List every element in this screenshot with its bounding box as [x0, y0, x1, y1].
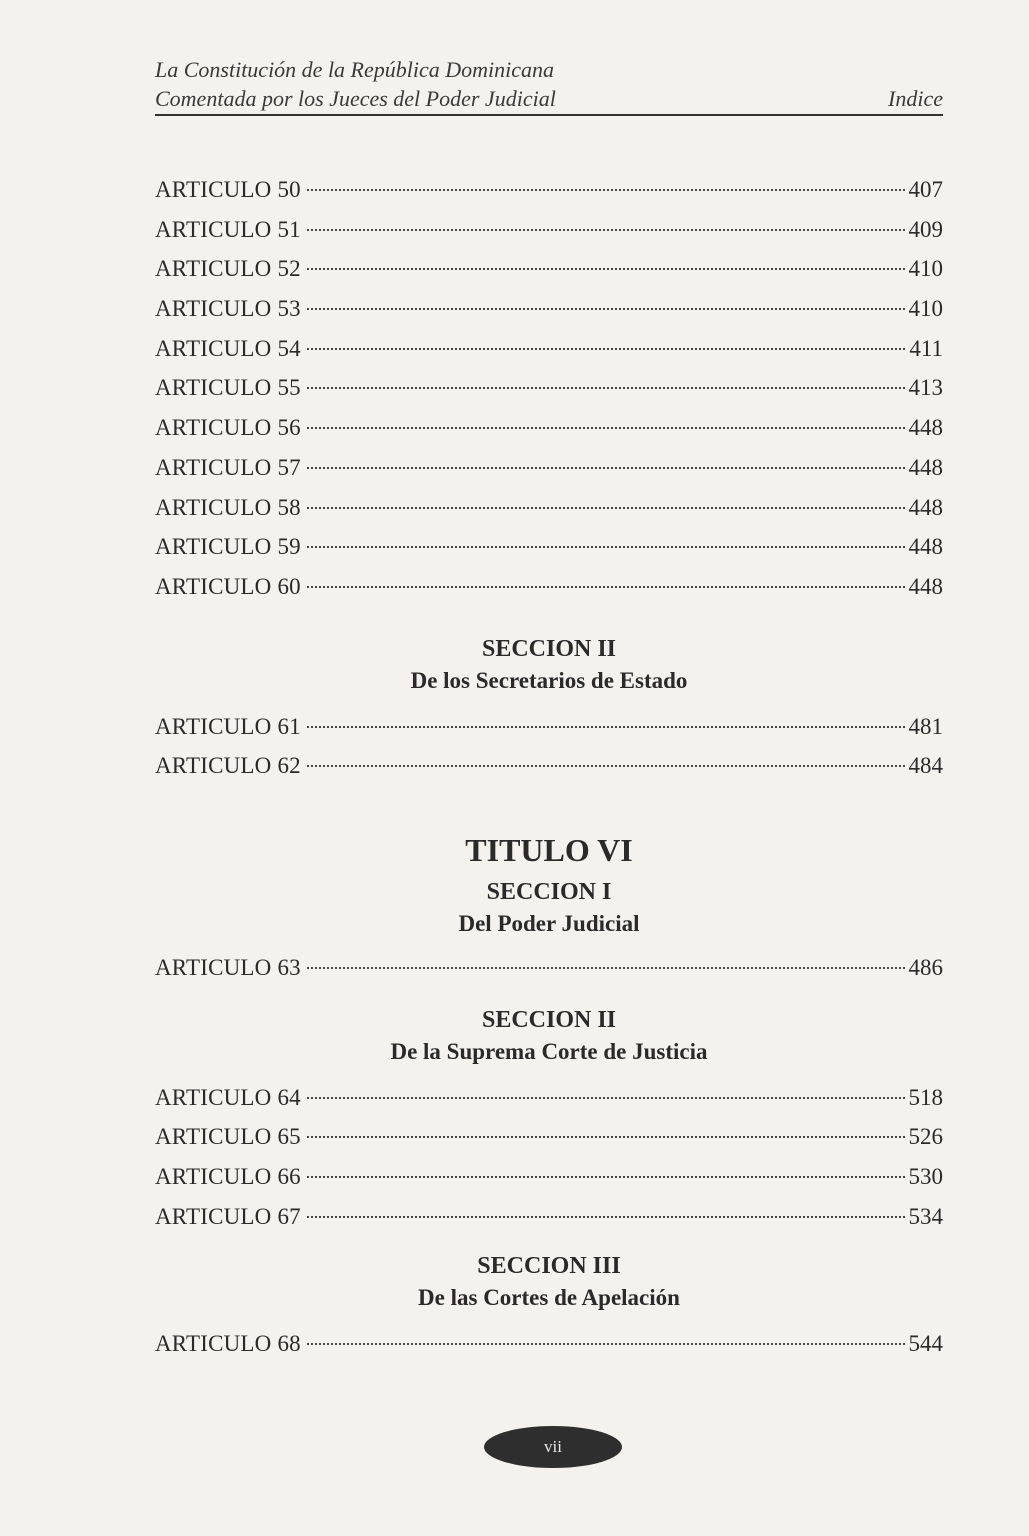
toc-entry: [155, 408, 943, 448]
toc-group-3: [155, 948, 943, 988]
toc-entry-page: 481: [908, 713, 943, 739]
toc-entry-label: ARTICULO 60: [155, 573, 301, 599]
dot-leader: [307, 507, 905, 509]
toc-entry-page: 526: [908, 1124, 943, 1150]
dot-leader: [307, 189, 905, 191]
titulo-heading: TITULO VI: [465, 831, 633, 868]
section-heading: SECCION I: [486, 878, 612, 905]
toc-entry-page: 409: [908, 216, 943, 242]
toc-entry-page: 410: [908, 256, 943, 282]
toc-entry-page: 448: [908, 534, 943, 560]
toc-entry: [155, 948, 943, 988]
toc-entry-page: 407: [908, 177, 943, 202]
toc-entry-label: ARTICULO 53: [155, 296, 301, 322]
dot-leader: [307, 1216, 905, 1218]
toc-entry-label: ARTICULO 54: [155, 335, 301, 361]
toc-entry: [155, 448, 943, 488]
toc-entry-page: 448: [908, 494, 943, 520]
dot-leader: [307, 348, 906, 350]
toc-entry: [155, 1197, 943, 1237]
toc-entry-page: 544: [908, 1331, 943, 1357]
toc-entry: [155, 527, 943, 567]
dot-leader: [307, 765, 905, 767]
toc-entry-page: 486: [908, 954, 943, 980]
header-section-name: Indice: [888, 86, 943, 111]
toc-entry-label: ARTICULO 62: [155, 753, 301, 779]
toc-entry: [155, 1117, 943, 1157]
header-book-title: La Constitución de la República Dominicana: [155, 57, 555, 82]
toc-entry-label: ARTICULO 57: [155, 454, 301, 480]
toc-group-2: [155, 707, 943, 786]
dot-leader: [307, 467, 905, 469]
toc-entry-page: 518: [908, 1084, 943, 1110]
toc-entry-page: 448: [908, 454, 943, 480]
dot-leader: [307, 1343, 905, 1345]
toc-entry: [155, 289, 943, 329]
section-subheading: De los Secretarios de Estado: [410, 667, 688, 693]
dot-leader: [307, 546, 905, 548]
toc-entry-label: ARTICULO 68: [155, 1331, 301, 1357]
section-heading: SECCION II: [481, 635, 617, 662]
toc-entry-label: ARTICULO 65: [155, 1124, 301, 1150]
section-heading: SECCION III: [477, 1253, 621, 1280]
toc-group-5: [155, 1324, 943, 1364]
toc-entry-label: ARTICULO 51: [155, 216, 301, 242]
header-row: [155, 84, 943, 113]
dot-leader: [307, 967, 905, 969]
toc-entry-page: 484: [908, 753, 943, 779]
table-of-contents: [155, 170, 943, 1364]
dot-leader: [307, 229, 905, 231]
header-rule: [155, 114, 943, 116]
toc-group-1: [155, 170, 943, 607]
toc-entry: [155, 1157, 943, 1197]
header-book-subtitle: Comentada por los Jueces del Poder Judicial: [155, 86, 556, 111]
toc-entry-label: ARTICULO 61: [155, 713, 301, 739]
toc-entry-page: 410: [908, 296, 943, 322]
toc-entry-page: 530: [908, 1164, 943, 1189]
toc-entry-label: ARTICULO 56: [155, 415, 301, 441]
section-subheading: De la Suprema Corte de Justicia: [390, 1038, 708, 1064]
toc-entry-page: 411: [909, 335, 943, 361]
section-subheading: De las Cortes de Apelación: [418, 1285, 680, 1311]
page-number-badge: vii: [484, 1426, 622, 1468]
toc-entry-label: ARTICULO 58: [155, 494, 301, 520]
dot-leader: [307, 1097, 905, 1099]
toc-entry: [155, 1324, 943, 1364]
toc-entry-label: ARTICULO 50: [155, 177, 301, 202]
toc-entry-label: ARTICULO 66: [155, 1164, 301, 1189]
toc-entry-page: 448: [908, 573, 943, 599]
toc-entry-label: ARTICULO 67: [155, 1203, 301, 1229]
toc-entry: [155, 746, 943, 786]
dot-leader: [307, 427, 905, 429]
toc-entry: [155, 249, 943, 289]
section-heading: SECCION II: [481, 1006, 617, 1033]
toc-entry: [155, 210, 943, 250]
toc-entry: [155, 707, 943, 747]
toc-group-4: [155, 1078, 943, 1237]
dot-leader: [307, 1176, 905, 1178]
toc-entry-label: ARTICULO 55: [155, 375, 301, 401]
toc-entry-label: ARTICULO 64: [155, 1084, 301, 1110]
toc-entry: [155, 1078, 943, 1118]
running-header: [155, 55, 943, 113]
toc-entry: [155, 567, 943, 607]
toc-entry-page: 448: [908, 415, 943, 441]
dot-leader: [307, 1136, 905, 1138]
toc-entry-page: 534: [908, 1203, 943, 1229]
toc-entry: [155, 170, 943, 210]
toc-entry-label: ARTICULO 52: [155, 256, 301, 282]
dot-leader: [307, 268, 905, 270]
toc-entry: [155, 368, 943, 408]
dot-leader: [307, 586, 905, 588]
toc-entry: [155, 329, 943, 369]
section-subheading: Del Poder Judicial: [458, 910, 640, 936]
toc-entry-label: ARTICULO 59: [155, 534, 301, 560]
dot-leader: [307, 726, 905, 728]
toc-entry-page: 413: [908, 375, 943, 401]
dot-leader: [307, 387, 905, 389]
toc-entry-label: ARTICULO 63: [155, 954, 301, 980]
dot-leader: [307, 308, 905, 310]
toc-entry: [155, 488, 943, 528]
